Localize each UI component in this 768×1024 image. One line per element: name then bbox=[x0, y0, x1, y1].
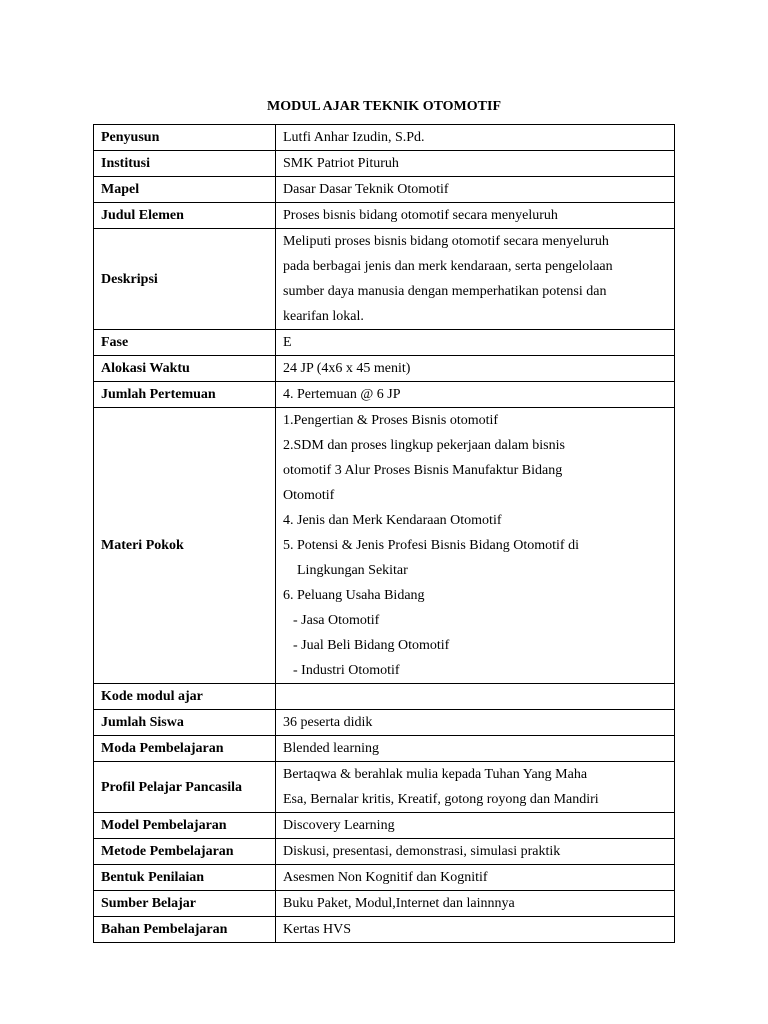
row-value: Proses bisnis bidang otomotif secara menyeluruh bbox=[276, 203, 675, 229]
material-line: 1.Pengertian & Proses Bisnis otomotif bbox=[283, 413, 499, 428]
row-label: Metode Pembelajaran bbox=[94, 839, 276, 865]
row-label: Profil Pelajar Pancasila bbox=[94, 762, 276, 813]
table-row bbox=[94, 917, 675, 943]
table-row bbox=[94, 813, 675, 839]
material-line: - Jual Beli Bidang Otomotif bbox=[293, 638, 450, 653]
table-row bbox=[94, 229, 675, 330]
table-row bbox=[94, 762, 675, 813]
table-row bbox=[94, 203, 675, 229]
description-line: sumber daya manusia dengan memperhatikan potensi dan bbox=[283, 284, 607, 299]
row-value: Buku Paket, Modul,Internet dan lainnnya bbox=[276, 891, 675, 917]
table-row bbox=[94, 865, 675, 891]
row-value bbox=[276, 229, 675, 330]
description-line: pada berbagai jenis dan merk kendaraan, serta pengelolaan bbox=[283, 259, 613, 274]
table-row bbox=[94, 356, 675, 382]
row-label: Judul Elemen bbox=[94, 203, 276, 229]
row-label: Jumlah Siswa bbox=[94, 710, 276, 736]
row-value: Asesmen Non Kognitif dan Kognitif bbox=[276, 865, 675, 891]
material-line: 6. Peluang Usaha Bidang bbox=[283, 588, 425, 603]
row-value: Blended learning bbox=[276, 736, 675, 762]
row-value bbox=[276, 684, 675, 710]
profile-line: Esa, Bernalar kritis, Kreatif, gotong royong dan Mandiri bbox=[283, 792, 599, 807]
table-row bbox=[94, 125, 675, 151]
row-label: Sumber Belajar bbox=[94, 891, 276, 917]
material-line: 2.SDM dan proses lingkup pekerjaan dalam bisnis bbox=[283, 438, 565, 453]
table-row bbox=[94, 710, 675, 736]
material-line: Lingkungan Sekitar bbox=[297, 563, 408, 578]
row-label: Deskripsi bbox=[94, 229, 276, 330]
module-info-table bbox=[93, 124, 675, 943]
material-line: - Industri Otomotif bbox=[293, 663, 400, 678]
row-label: Bahan Pembelajaran bbox=[94, 917, 276, 943]
row-value: Diskusi, presentasi, demonstrasi, simulasi praktik bbox=[276, 839, 675, 865]
row-value: Dasar Dasar Teknik Otomotif bbox=[276, 177, 675, 203]
row-label: Model Pembelajaran bbox=[94, 813, 276, 839]
row-value: E bbox=[276, 330, 675, 356]
material-line: - Jasa Otomotif bbox=[293, 613, 380, 628]
profile-line: Bertaqwa & berahlak mulia kepada Tuhan Yang Maha bbox=[283, 767, 588, 782]
table-row bbox=[94, 382, 675, 408]
row-label: Jumlah Pertemuan bbox=[94, 382, 276, 408]
row-value: Discovery Learning bbox=[276, 813, 675, 839]
table-row bbox=[94, 891, 675, 917]
table-row bbox=[94, 177, 675, 203]
description-line: kearifan lokal. bbox=[283, 309, 364, 324]
row-label: Institusi bbox=[94, 151, 276, 177]
row-value: 4. Pertemuan @ 6 JP bbox=[276, 382, 675, 408]
row-value bbox=[276, 762, 675, 813]
material-line: 5. Potensi & Jenis Profesi Bisnis Bidang Otomotif di bbox=[283, 538, 579, 553]
table-row bbox=[94, 408, 675, 684]
table-row bbox=[94, 736, 675, 762]
row-value: 24 JP (4x6 x 45 menit) bbox=[276, 356, 675, 382]
row-label: Moda Pembelajaran bbox=[94, 736, 276, 762]
row-label: Bentuk Penilaian bbox=[94, 865, 276, 891]
row-label: Penyusun bbox=[94, 125, 276, 151]
row-label: Mapel bbox=[94, 177, 276, 203]
description-line: Meliputi proses bisnis bidang otomotif secara menyeluruh bbox=[283, 234, 609, 249]
row-value: 36 peserta didik bbox=[276, 710, 675, 736]
row-label: Fase bbox=[94, 330, 276, 356]
document-title: MODUL AJAR TEKNIK OTOMOTIF bbox=[266, 99, 501, 114]
row-value bbox=[276, 408, 675, 684]
material-line: otomotif 3 Alur Proses Bisnis Manufaktur Bidang bbox=[283, 463, 563, 478]
table-row bbox=[94, 330, 675, 356]
table-row bbox=[94, 151, 675, 177]
table-row bbox=[94, 839, 675, 865]
table-row bbox=[94, 684, 675, 710]
row-label: Materi Pokok bbox=[94, 408, 276, 684]
material-line: 4. Jenis dan Merk Kendaraan Otomotif bbox=[283, 513, 502, 528]
row-value: SMK Patriot Pituruh bbox=[276, 151, 675, 177]
row-value: Kertas HVS bbox=[276, 917, 675, 943]
row-label: Kode modul ajar bbox=[94, 684, 276, 710]
material-line: Otomotif bbox=[283, 488, 335, 503]
row-value: Lutfi Anhar Izudin, S.Pd. bbox=[276, 125, 675, 151]
row-label: Alokasi Waktu bbox=[94, 356, 276, 382]
